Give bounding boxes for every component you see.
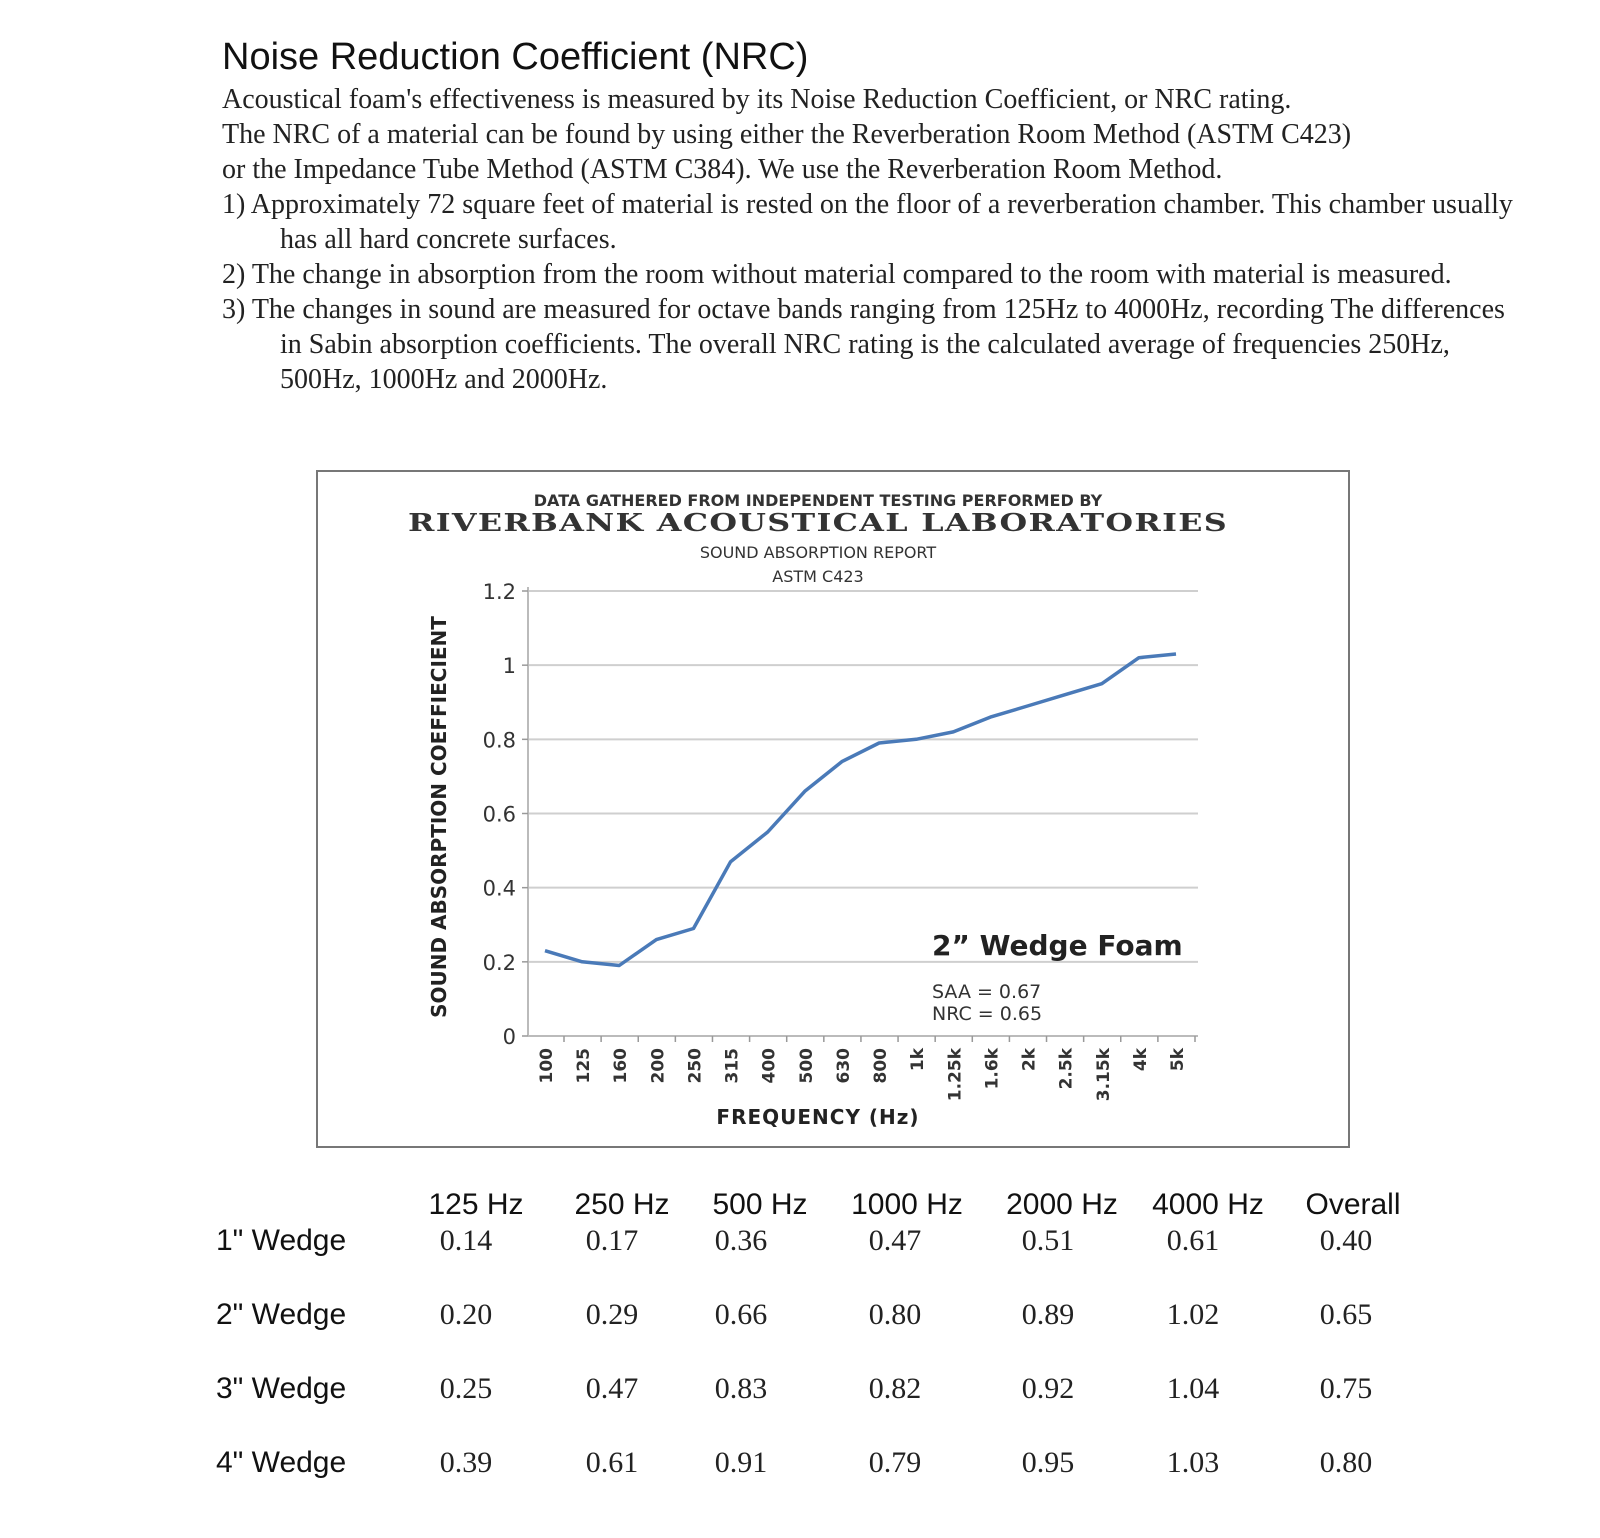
table-cell: 0.20: [439, 1298, 493, 1331]
col-header: 2000 Hz: [1006, 1188, 1118, 1221]
chart-frame: [316, 470, 1350, 1148]
table-cell: 1.03: [1166, 1446, 1220, 1479]
table-cell: 0.61: [1166, 1224, 1220, 1257]
x-tick-label: 100: [537, 1048, 557, 1084]
table-cell: 0.51: [1021, 1224, 1075, 1257]
col-header: 250 Hz: [574, 1188, 670, 1221]
table-cell: 0.80: [1319, 1446, 1373, 1479]
table-cell: 1.02: [1166, 1298, 1220, 1331]
intro-text: [222, 82, 1522, 397]
chart-subtitle: ASTM C423: [772, 567, 864, 586]
table-cell: 0.47: [585, 1372, 639, 1405]
y-tick-label: 0: [502, 1025, 516, 1049]
table-cell: 0.83: [714, 1372, 768, 1405]
saa-annotation: SAA = 0.67: [932, 981, 1042, 1003]
table-cell: 0.36: [714, 1224, 768, 1257]
table-cell: 0.91: [714, 1446, 768, 1479]
chart-title: SOUND ABSORPTION REPORT: [699, 543, 937, 562]
x-tick-label: 160: [611, 1048, 632, 1084]
x-tick-label: 2k: [1019, 1048, 1040, 1072]
chart-header-line2: RIVERBANK ACOUSTICAL LABORATORIES: [408, 508, 1228, 537]
table-cell: 0.47: [868, 1224, 922, 1257]
col-header: Overall: [1305, 1188, 1401, 1221]
y-tick-label: 0.2: [482, 950, 516, 975]
x-tick-label: 1.25k: [945, 1048, 966, 1102]
col-header: 4000 Hz: [1152, 1188, 1264, 1221]
x-tick-label: 250: [685, 1048, 706, 1084]
x-tick-label: 630: [833, 1048, 854, 1084]
table-cell: 0.82: [868, 1372, 922, 1405]
intro-line: The NRC of a material can be found by using either the Reverberation Room Method (ASTM C423): [222, 119, 1352, 150]
table-cell: 0.40: [1319, 1224, 1373, 1257]
absorption-chart: [318, 472, 1348, 1146]
x-tick-label: 3.15k: [1093, 1048, 1114, 1102]
y-tick-label: 0.8: [482, 728, 516, 753]
x-tick-label: 500: [796, 1048, 817, 1084]
table-cell: 0.25: [439, 1372, 493, 1405]
series-line: [545, 654, 1176, 966]
col-header: 125 Hz: [428, 1188, 524, 1221]
legend-series-name: 2” Wedge Foam: [932, 929, 1183, 962]
x-tick-label: 800: [871, 1048, 892, 1084]
table-cell: 0.80: [868, 1298, 922, 1331]
row-label: 2" Wedge: [216, 1298, 347, 1331]
nrc-table: [210, 1188, 1430, 1488]
row-label: 4" Wedge: [216, 1446, 347, 1479]
col-header: 500 Hz: [712, 1188, 808, 1221]
x-tick-label: 400: [759, 1048, 780, 1084]
x-tick-label: 125: [574, 1048, 595, 1084]
table-cell: 0.14: [439, 1224, 493, 1257]
x-tick-label: 315: [722, 1048, 743, 1084]
method-step: 3) The changes in sound are measured for octave bands ranging from 125Hz to 4000Hz, recording The differences in Sabin absorption coefficients. The overall NRC rating is the calculated average of frequencies 250Hz, 500Hz, 1000Hz and 2000Hz.: [222, 294, 1505, 395]
y-tick-label: 1: [502, 654, 516, 679]
x-tick-label: 1.6k: [982, 1048, 1003, 1090]
table-cell: 0.17: [585, 1224, 639, 1257]
x-axis-label: FREQUENCY (Hz): [716, 1105, 920, 1129]
page-title: Noise Reduction Coefficient (NRC): [222, 36, 809, 78]
x-tick-label: 200: [648, 1048, 669, 1084]
table-cell: 0.61: [585, 1446, 639, 1479]
method-step: 1) Approximately 72 square feet of material is rested on the floor of a reverberation chamber. This chamber usually has all hard concrete surfaces.: [222, 189, 1513, 255]
x-tick-label: 1k: [908, 1048, 929, 1072]
method-step: 2) The change in absorption from the room without material compared to the room with material is measured.: [222, 259, 1452, 290]
table-cell: 0.89: [1021, 1298, 1075, 1331]
x-tick-label: 2.5k: [1056, 1048, 1077, 1090]
col-header: 1000 Hz: [851, 1188, 963, 1221]
table-cell: 0.39: [439, 1446, 493, 1479]
x-tick-label: 4k: [1130, 1048, 1151, 1072]
row-label: 3" Wedge: [216, 1372, 347, 1405]
table-cell: 0.29: [585, 1298, 639, 1331]
row-label: 1" Wedge: [216, 1224, 347, 1257]
intro-line: or the Impedance Tube Method (ASTM C384). We use the Reverberation Room Method.: [222, 154, 1223, 185]
table-cell: 0.92: [1021, 1372, 1075, 1405]
table-cell: 1.04: [1166, 1372, 1220, 1405]
table-cell: 0.65: [1319, 1298, 1373, 1331]
chart-header-line1: DATA GATHERED FROM INDEPENDENT TESTING PERFORMED BY: [533, 491, 1103, 510]
y-tick-label: 0.4: [482, 876, 516, 901]
table-cell: 0.66: [714, 1298, 768, 1331]
method-steps: [222, 187, 1522, 397]
table-cell: 0.95: [1021, 1446, 1075, 1479]
y-axis-label: SOUND ABSORPTION COEFFIECIENT: [427, 616, 451, 1018]
nrc-annotation: NRC = 0.65: [932, 1003, 1043, 1025]
table-cell: 0.79: [868, 1446, 922, 1479]
y-tick-label: 0.6: [482, 802, 516, 827]
table-cell: 0.75: [1319, 1372, 1373, 1405]
intro-line: Acoustical foam's effectiveness is measured by its Noise Reduction Coefficient, or NRC rating.: [222, 84, 1292, 115]
x-tick-label: 5k: [1168, 1048, 1188, 1072]
y-tick-label: 1.2: [482, 580, 516, 604]
